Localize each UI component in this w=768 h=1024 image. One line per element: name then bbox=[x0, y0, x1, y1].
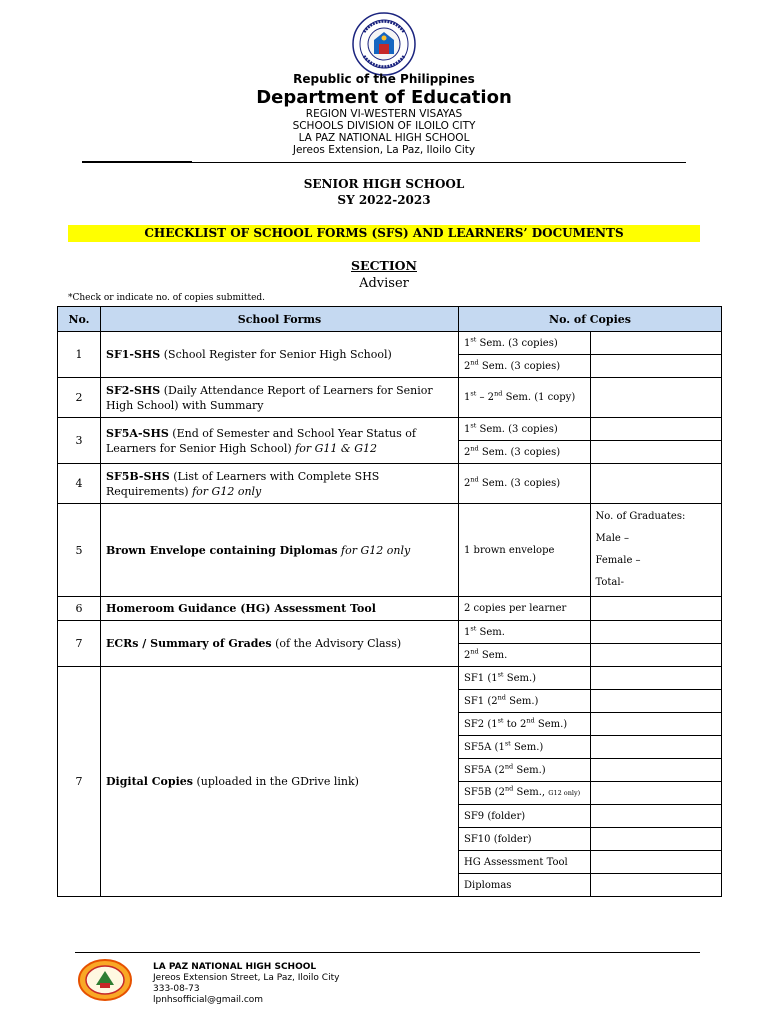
check-cell[interactable] bbox=[590, 597, 722, 621]
form-code: Digital Copies bbox=[106, 775, 193, 788]
footer-divider bbox=[75, 952, 700, 953]
form-code: Brown Envelope containing Diplomas bbox=[106, 543, 338, 557]
region-label: REGION VI-WESTERN VISAYAS bbox=[305, 108, 463, 120]
table-row bbox=[58, 418, 722, 441]
form-name bbox=[101, 332, 459, 378]
form-description: (Daily Attendance Report of Learners for Senior High School) with Summary bbox=[106, 383, 433, 412]
copy-item bbox=[459, 874, 591, 897]
check-cell[interactable] bbox=[590, 874, 722, 897]
copy-text: SF1 (1 bbox=[464, 672, 498, 684]
check-cell[interactable] bbox=[590, 441, 722, 464]
row-number: 4 bbox=[58, 464, 101, 504]
graduates-line: No. of Graduates: bbox=[595, 511, 686, 522]
check-cell[interactable] bbox=[590, 644, 722, 667]
check-cell[interactable] bbox=[590, 782, 722, 805]
copy-item bbox=[459, 504, 591, 597]
copy-item bbox=[459, 690, 591, 713]
ordinal-suffix: nd bbox=[470, 475, 479, 484]
header-divider bbox=[82, 162, 686, 163]
copy-text: 2 bbox=[464, 478, 471, 489]
row-number: 7 bbox=[58, 667, 101, 897]
ordinal-suffix: nd bbox=[470, 358, 479, 367]
copy-item bbox=[459, 597, 591, 621]
ordinal-suffix: nd bbox=[470, 647, 479, 656]
copy-item bbox=[459, 621, 591, 644]
copy-text: HG Assessment Tool bbox=[464, 856, 568, 868]
copy-text: 1 bbox=[464, 423, 471, 435]
copy-item bbox=[459, 644, 591, 667]
form-description: (School Register for Senior High School) bbox=[160, 348, 392, 361]
graduates-line: Female – bbox=[595, 555, 641, 566]
copy-text: Sem. (1 copy) bbox=[502, 392, 576, 403]
section-label: SECTION bbox=[351, 258, 417, 273]
copy-text: – 2 bbox=[476, 392, 495, 403]
copy-item bbox=[459, 713, 591, 736]
copy-text: Sem.) bbox=[510, 741, 544, 753]
form-name bbox=[101, 464, 459, 504]
copy-item bbox=[459, 464, 591, 504]
table-row bbox=[58, 504, 722, 597]
form-description: (List of Learners with Complete SHS Requirements) bbox=[106, 469, 380, 498]
copy-item bbox=[459, 828, 591, 851]
forms-checklist-table bbox=[57, 306, 722, 897]
copy-text: 2 copies per learner bbox=[464, 603, 567, 614]
ordinal-suffix: st bbox=[470, 335, 477, 344]
row-number: 1 bbox=[58, 332, 101, 378]
copy-text: 2 bbox=[464, 360, 471, 372]
check-cell[interactable] bbox=[590, 690, 722, 713]
copy-text: SF5B (2 bbox=[464, 787, 505, 798]
copy-text: SF1 (2 bbox=[464, 695, 498, 707]
copy-item bbox=[459, 332, 591, 355]
form-scope: for G12 only bbox=[341, 543, 411, 557]
graduates-line: Total- bbox=[595, 577, 624, 588]
form-code: SF1-SHS bbox=[106, 348, 161, 361]
footer-address: Jereos Extension Street, La Paz, Iloilo City bbox=[153, 973, 340, 983]
copy-text: SF10 (folder) bbox=[464, 833, 532, 845]
copy-text: Diplomas bbox=[464, 879, 512, 891]
copy-text: Sem. (3 copies) bbox=[478, 478, 561, 489]
copy-text: SF2 (1 bbox=[464, 718, 498, 730]
form-name bbox=[101, 621, 459, 667]
check-cell[interactable] bbox=[590, 736, 722, 759]
deped-seal-icon bbox=[352, 12, 416, 76]
table-row bbox=[58, 621, 722, 644]
table-header-row bbox=[58, 307, 722, 332]
copy-item bbox=[459, 782, 591, 805]
check-cell[interactable] bbox=[590, 667, 722, 690]
copy-item bbox=[459, 667, 591, 690]
check-cell[interactable] bbox=[590, 621, 722, 644]
copy-text: Sem. bbox=[478, 649, 508, 661]
form-code: ECRs / Summary of Grades bbox=[106, 637, 272, 650]
footer-school-name: LA PAZ NATIONAL HIGH SCHOOL bbox=[153, 962, 317, 972]
form-code: SF5B-SHS bbox=[106, 469, 170, 483]
table-row bbox=[58, 464, 722, 504]
header-school-forms: School Forms bbox=[101, 307, 459, 332]
check-cell[interactable] bbox=[590, 851, 722, 874]
form-name bbox=[101, 504, 459, 597]
header-no-of-copies: No. of Copies bbox=[459, 307, 722, 332]
row-number: 7 bbox=[58, 621, 101, 667]
check-cell[interactable] bbox=[590, 378, 722, 418]
copy-text: Sem.) bbox=[505, 695, 539, 707]
check-cell[interactable] bbox=[590, 805, 722, 828]
ordinal-suffix: st bbox=[470, 624, 477, 633]
copy-text: 2 bbox=[464, 649, 471, 661]
copy-text: 2 bbox=[464, 446, 471, 458]
form-name bbox=[101, 378, 459, 418]
copy-text: Sem. (3 copies) bbox=[478, 446, 561, 458]
form-name bbox=[101, 667, 459, 897]
instruction-note: *Check or indicate no. of copies submitted. bbox=[68, 293, 266, 303]
check-cell[interactable] bbox=[590, 759, 722, 782]
ordinal-suffix: st bbox=[497, 670, 504, 679]
address-label: Jereos Extension, La Paz, Iloilo City bbox=[292, 144, 476, 156]
copy-item bbox=[459, 441, 591, 464]
copy-item bbox=[459, 418, 591, 441]
copy-text: Sem. (3 copies) bbox=[476, 337, 558, 349]
check-cell[interactable] bbox=[590, 828, 722, 851]
copy-item bbox=[459, 378, 591, 418]
document-title: CHECKLIST OF SCHOOL FORMS (SFS) AND LEARNERS’ DOCUMENTS bbox=[144, 226, 624, 240]
copy-text: 1 bbox=[464, 392, 471, 403]
copy-text: SF5A (2 bbox=[464, 764, 505, 776]
division-label: SCHOOLS DIVISION OF ILOILO CITY bbox=[292, 120, 476, 132]
copy-item bbox=[459, 851, 591, 874]
table-row bbox=[58, 667, 722, 690]
ordinal-suffix: st bbox=[504, 739, 511, 748]
copy-text: Sem. (3 copies) bbox=[478, 360, 561, 372]
row-number: 6 bbox=[58, 597, 101, 621]
header-no: No. bbox=[58, 307, 101, 332]
footer-contact bbox=[153, 962, 339, 1006]
school-label: LA PAZ NATIONAL HIGH SCHOOL bbox=[298, 132, 470, 144]
adviser-label: Adviser bbox=[359, 276, 409, 291]
ordinal-suffix: st bbox=[497, 716, 504, 725]
school-year-label: SY 2022-2023 bbox=[337, 193, 431, 207]
form-name bbox=[101, 418, 459, 464]
copy-text: Sem.) bbox=[503, 672, 537, 684]
ordinal-suffix: nd bbox=[470, 444, 479, 453]
copy-text: SF5A (1 bbox=[464, 741, 505, 753]
check-cell[interactable] bbox=[590, 504, 722, 597]
copy-item bbox=[459, 805, 591, 828]
check-cell[interactable] bbox=[590, 418, 722, 441]
form-name bbox=[101, 597, 459, 621]
copy-text: Sem.) bbox=[513, 764, 546, 776]
table-row bbox=[58, 597, 722, 621]
copy-text: Sem. (3 copies) bbox=[476, 423, 558, 435]
check-cell[interactable] bbox=[590, 355, 722, 378]
graduates-line: Male – bbox=[595, 533, 629, 544]
copy-text: 1 bbox=[464, 337, 471, 349]
department-title: Department of Education bbox=[256, 87, 512, 108]
copy-text: 1 bbox=[464, 626, 471, 638]
copy-text: Sem., bbox=[513, 787, 549, 798]
form-description: (uploaded in the GDrive link) bbox=[192, 775, 359, 788]
row-number: 3 bbox=[58, 418, 101, 464]
copy-item bbox=[459, 355, 591, 378]
check-cell[interactable] bbox=[590, 713, 722, 736]
table-row bbox=[58, 332, 722, 355]
ordinal-suffix: nd bbox=[494, 389, 503, 398]
form-code: SF2-SHS bbox=[106, 383, 161, 397]
form-scope: for G11 & G12 bbox=[295, 441, 377, 455]
form-description: (of the Advisory Class) bbox=[271, 637, 402, 650]
copy-item bbox=[459, 736, 591, 759]
row-number: 2 bbox=[58, 378, 101, 418]
level-label: SENIOR HIGH SCHOOL bbox=[303, 177, 465, 191]
form-code: Homeroom Guidance (HG) Assessment Tool bbox=[106, 602, 376, 615]
copy-text: Sem. bbox=[476, 626, 505, 638]
form-code: SF5A-SHS bbox=[106, 426, 169, 440]
form-scope: for G12 only bbox=[192, 484, 262, 498]
ordinal-suffix: st bbox=[470, 421, 477, 430]
copy-text: to 2 bbox=[503, 718, 527, 730]
table-row bbox=[58, 378, 722, 418]
ordinal-suffix: nd bbox=[497, 693, 506, 702]
form-description: (End of Semester and School Year Status of Learners for Senior High School) bbox=[106, 426, 416, 455]
copy-note: G12 only) bbox=[548, 789, 581, 797]
check-cell[interactable] bbox=[590, 464, 722, 504]
footer-email[interactable]: lpnhsofficial@gmail.com bbox=[153, 995, 264, 1005]
copy-text: Sem.) bbox=[534, 718, 568, 730]
copy-text: SF9 (folder) bbox=[464, 810, 526, 822]
ordinal-suffix: nd bbox=[526, 716, 535, 725]
footer-phone: 333-08-73 bbox=[153, 984, 200, 994]
check-cell[interactable] bbox=[590, 332, 722, 355]
row-number: 5 bbox=[58, 504, 101, 597]
ordinal-suffix: nd bbox=[504, 784, 514, 793]
ordinal-suffix: st bbox=[470, 389, 477, 398]
copy-item bbox=[459, 759, 591, 782]
copy-text: 1 brown envelope bbox=[464, 544, 555, 556]
republic-label: Republic of the Philippines bbox=[293, 72, 475, 86]
ordinal-suffix: nd bbox=[504, 762, 514, 771]
school-logo-icon bbox=[78, 959, 132, 1001]
